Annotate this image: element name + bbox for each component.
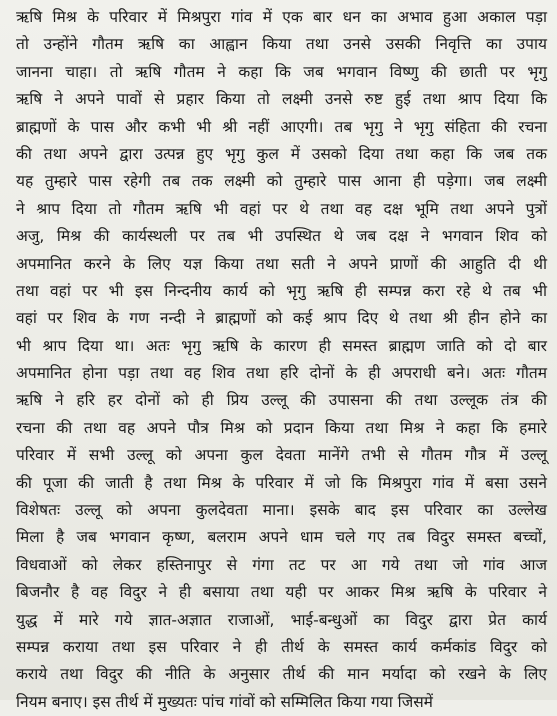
text-line: विशेषतः उल्लू को अपना कुलदेवता माना। इसके बाद इस परिवार का उल्लेख bbox=[16, 501, 547, 520]
text-line: अपमानित करने के लिए यज्ञ किया तथा सती ने अपने प्राणों की आहुति दी थी bbox=[16, 254, 547, 273]
text-line: नियम बनाए। इस तीर्थ में मुख्यतः पांच गांवों को सम्मिलित किया गया जिसमें bbox=[16, 692, 433, 711]
text-line: रचना की तथा वह अपने पौत्र मिश्र को प्रदान किया तथा मिश्र ने कहा कि हमारे bbox=[16, 418, 547, 437]
text-line: बिजनौर है वह विदुर ने ही बसाया तथा यही पर आकर मिश्र ऋषि के परिवार ने bbox=[16, 583, 547, 602]
text-line: ब्राह्मणों के पास और कभी भी श्री नहीं आएगी। तब भृगु ने भृगु संहिता की रचना bbox=[16, 117, 547, 136]
hindi-text-block bbox=[16, 4, 547, 716]
text-line: ने श्राप दिया तो गौतम ऋषि भी वहां पर थे तथा वह दक्ष भूमि तथा अपने पुत्रों bbox=[16, 199, 547, 218]
text-line: कराये तथा विदुर की नीति के अनुसार तीर्थ की मान मर्यादा को रखने के लिए bbox=[16, 665, 547, 684]
text-line: विधवाओं को लेकर हस्तिनापुर से गंगा तट पर आ गये तथा जो गांव आज bbox=[16, 555, 547, 574]
text-line: वहां पर शिव के गण नन्दी ने ब्राह्मणों को कई श्राप दिए थे तथा श्री हीन होने का bbox=[16, 309, 547, 328]
text-line: सम्पन्न कराया तथा इस परिवार ने ही तीर्थ के समस्त कार्य कर्मकांड विदुर को bbox=[16, 637, 547, 656]
text-line: परिवार में सभी उल्लू को अपना कुल देवता मानेंगे तभी से गौतम गौत्र में उल्लू bbox=[16, 446, 547, 465]
text-line: तथा वहां पर भी इस निन्दनीय कार्य को भृगु ऋषि ही सम्पन्न करा रहे थे तब भी bbox=[16, 281, 547, 300]
text-line: ऋषि ने अपने पावों से प्रहार किया तो लक्ष्मी उनसे रुष्ट हुई तथा श्राप दिया कि bbox=[16, 90, 547, 109]
text-line: ऋषि मिश्र के परिवार में मिश्रपुरा गांव में एक बार धन का अभाव हुआ अकाल पड़ा bbox=[16, 8, 547, 26]
text-line: यह तुम्हारे पास रहेगी तब तक लक्ष्मी को तुम्हारे पास आना ही पड़ेगा। जब लक्ष्मी bbox=[16, 172, 547, 191]
text-line: जानना चाहा। तो ऋषि गौतम ने कहा कि जब भगवान विष्णु की छाती पर भृगु bbox=[16, 62, 547, 81]
text-line: अपमानित होना पड़ा तथा वह शिव तथा हरि दोनों के ही अपराधी बने। अतः गौतम bbox=[16, 364, 547, 383]
text-line: अजु, मिश्र की कार्यस्थली पर तब भी उपस्थित थे जब दक्ष ने भगवान शिव को bbox=[16, 227, 547, 246]
text-line: की तथा अपने द्वारा उत्पन्न हुए भृगु कुल में उसको दिया तथा कहा कि जब तक bbox=[16, 144, 547, 163]
text-line: ऋषि ने हरि हर दोनों को ही प्रिय उल्लू की उपासना की तथा उल्लूक तंत्र की bbox=[16, 391, 547, 410]
text-line: मिला है जब भगवान कृष्ण, बलराम अपने धाम चले गए तब विदुर समस्त बच्चों, bbox=[16, 528, 547, 547]
text-line: युद्ध में मारे गये ज्ञात-अज्ञात राजाओं, भाई-बन्धुओं का विदुर द्वारा प्रेत कार्य bbox=[16, 610, 547, 629]
text-line: की पूजा की जाती है तथा मिश्र के परिवार में जो कि मिश्रपुरा गांव में बसा उसने bbox=[16, 473, 547, 492]
text-line: भी श्राप दिया था। अतः भृगु ऋषि के कारण ही समस्त ब्राह्मण जाति को दो बार bbox=[16, 336, 547, 355]
text-line: तो उन्होंने गौतम ऋषि का आह्वान किया तथा उनसे उसकी निवृत्ति का उपाय bbox=[16, 35, 547, 54]
